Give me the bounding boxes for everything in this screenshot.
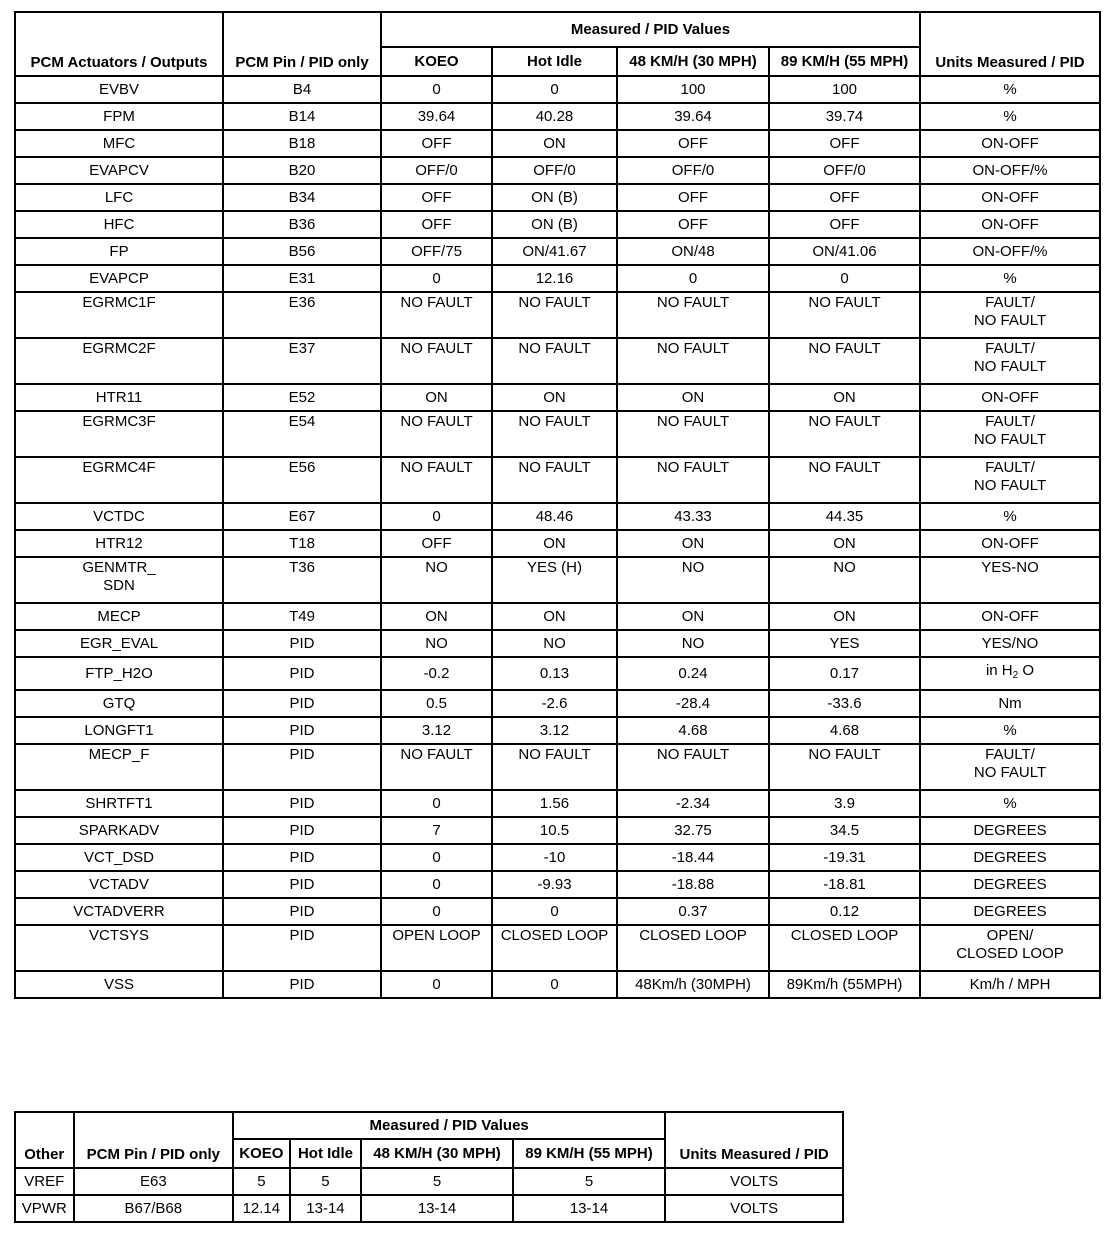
hot-idle-value: 0: [492, 971, 617, 998]
units-line-1: FAULT/: [985, 746, 1035, 763]
speed48-value: NO: [617, 630, 769, 657]
pcm-pin: E63: [74, 1168, 234, 1195]
speed48-value: 4.68: [617, 717, 769, 744]
table-row: [15, 238, 1100, 265]
hot-idle-value: 0: [492, 76, 617, 103]
hot-idle-value: NO: [492, 630, 617, 657]
units-text: in H: [985, 662, 1013, 679]
pcm-pin: T36: [223, 557, 381, 603]
speed48-value: -18.44: [617, 844, 769, 871]
table-row: [15, 292, 1100, 338]
actuator-name: LONGFT1: [15, 717, 223, 744]
koeo-value: OFF: [381, 130, 492, 157]
table-row: [15, 817, 1100, 844]
units-value: ON-OFF: [920, 211, 1100, 238]
pcm-pin: PID: [223, 630, 381, 657]
speed48-value: 5: [361, 1168, 512, 1195]
speed89-value: OFF: [769, 211, 920, 238]
speed48-value: -18.88: [617, 871, 769, 898]
speed89-value: 0: [769, 265, 920, 292]
pcm-pin: PID: [223, 871, 381, 898]
pcm-pin: E54: [223, 411, 381, 457]
units-value: [920, 338, 1100, 384]
units-line-2: NO FAULT: [973, 764, 1047, 781]
units-value: VOLTS: [665, 1168, 843, 1195]
header-units: Units Measured / PID: [665, 1112, 843, 1168]
hot-idle-value: NO FAULT: [492, 338, 617, 384]
actuator-name: EGRMC4F: [15, 457, 223, 503]
units-line-1: FAULT/: [985, 413, 1035, 430]
koeo-value: NO: [381, 557, 492, 603]
other-name: VPWR: [15, 1195, 74, 1222]
units-value: [920, 657, 1100, 690]
speed48-value: 32.75: [617, 817, 769, 844]
table-row: [15, 744, 1100, 790]
header-pcm-actuators: PCM Actuators / Outputs: [15, 12, 223, 76]
hot-idle-value: 0: [492, 898, 617, 925]
speed89-value: ON: [769, 603, 920, 630]
name-line-1: GENMTR_: [82, 559, 156, 576]
table-row: [15, 184, 1100, 211]
pcm-pin: B67/B68: [74, 1195, 234, 1222]
speed89-value: -19.31: [769, 844, 920, 871]
hot-idle-value: 0.13: [492, 657, 617, 690]
table-row: [15, 790, 1100, 817]
hot-idle-value: 10.5: [492, 817, 617, 844]
koeo-value: ON: [381, 384, 492, 411]
units-value: ON-OFF: [920, 130, 1100, 157]
hot-idle-value: -9.93: [492, 871, 617, 898]
units-line-2: NO FAULT: [973, 312, 1047, 329]
speed48-value: OFF: [617, 184, 769, 211]
hot-idle-value: ON (B): [492, 211, 617, 238]
actuator-name: FTP_H2O: [15, 657, 223, 690]
table-row: [15, 1195, 843, 1222]
table-row: [15, 76, 1100, 103]
header-measured-values: Measured / PID Values: [233, 1112, 665, 1139]
speed89-value: 0.17: [769, 657, 920, 690]
units-value: ON-OFF/%: [920, 238, 1100, 265]
speed89-value: NO FAULT: [769, 292, 920, 338]
speed48-value: NO FAULT: [617, 338, 769, 384]
speed48-value: NO FAULT: [617, 457, 769, 503]
table-row: [15, 103, 1100, 130]
units-value: YES/NO: [920, 630, 1100, 657]
other-name: VREF: [15, 1168, 74, 1195]
units-value: DEGREES: [920, 844, 1100, 871]
speed89-value: 0.12: [769, 898, 920, 925]
header-48kmh: 48 KM/H (30 MPH): [617, 47, 769, 76]
units-value: [920, 292, 1100, 338]
units-line-2: NO FAULT: [973, 358, 1047, 375]
units-line-1: OPEN/: [986, 927, 1034, 944]
units-value: DEGREES: [920, 817, 1100, 844]
hot-idle-value: ON: [492, 603, 617, 630]
koeo-value: OFF/0: [381, 157, 492, 184]
units-value: Nm: [920, 690, 1100, 717]
pcm-pin: PID: [223, 971, 381, 998]
table-row: [15, 411, 1100, 457]
hot-idle-value: NO FAULT: [492, 744, 617, 790]
speed89-value: 89Km/h (55MPH): [769, 971, 920, 998]
hot-idle-value: 40.28: [492, 103, 617, 130]
koeo-value: 3.12: [381, 717, 492, 744]
units-line-1: FAULT/: [985, 340, 1035, 357]
units-value: %: [920, 717, 1100, 744]
hot-idle-value: ON: [492, 130, 617, 157]
units-value: [920, 411, 1100, 457]
actuator-name: HTR12: [15, 530, 223, 557]
units-line-1: FAULT/: [985, 294, 1035, 311]
units-value: %: [920, 503, 1100, 530]
speed48-value: NO FAULT: [617, 411, 769, 457]
speed89-value: 5: [513, 1168, 665, 1195]
units-line-2: NO FAULT: [973, 431, 1047, 448]
pcm-pin: B34: [223, 184, 381, 211]
table-row: [15, 971, 1100, 998]
units-value: ON-OFF: [920, 184, 1100, 211]
speed89-value: OFF: [769, 184, 920, 211]
hot-idle-value: 12.16: [492, 265, 617, 292]
table-row: [15, 717, 1100, 744]
speed48-value: NO FAULT: [617, 292, 769, 338]
koeo-value: 7: [381, 817, 492, 844]
pcm-pin: B4: [223, 76, 381, 103]
units-value: Km/h / MPH: [920, 971, 1100, 998]
speed48-value: 43.33: [617, 503, 769, 530]
actuator-name: SHRTFT1: [15, 790, 223, 817]
pcm-pin: PID: [223, 657, 381, 690]
speed89-value: 34.5: [769, 817, 920, 844]
speed89-value: -33.6: [769, 690, 920, 717]
header-89kmh: 89 KM/H (55 MPH): [513, 1139, 665, 1168]
table-row: [15, 530, 1100, 557]
header-other: Other: [15, 1112, 74, 1168]
units-value: %: [920, 790, 1100, 817]
table-row: [15, 557, 1100, 603]
units-value: VOLTS: [665, 1195, 843, 1222]
speed48-value: OFF/0: [617, 157, 769, 184]
speed89-value: 39.74: [769, 103, 920, 130]
speed48-value: 13-14: [361, 1195, 512, 1222]
speed48-value: -28.4: [617, 690, 769, 717]
pcm-pin: PID: [223, 690, 381, 717]
units-value: ON-OFF: [920, 384, 1100, 411]
koeo-value: 0: [381, 265, 492, 292]
units-value: DEGREES: [920, 898, 1100, 925]
speed48-value: 0.37: [617, 898, 769, 925]
koeo-value: OFF: [381, 184, 492, 211]
hot-idle-value: CLOSED LOOP: [492, 925, 617, 971]
actuator-name: VCTADVERR: [15, 898, 223, 925]
pcm-pin: PID: [223, 717, 381, 744]
koeo-value: 0: [381, 871, 492, 898]
speed48-value: ON: [617, 384, 769, 411]
hot-idle-value: ON (B): [492, 184, 617, 211]
speed89-value: ON: [769, 384, 920, 411]
pcm-pin: E52: [223, 384, 381, 411]
hot-idle-value: 13-14: [290, 1195, 362, 1222]
koeo-value: 0: [381, 898, 492, 925]
pcm-pin: E67: [223, 503, 381, 530]
actuator-name: VSS: [15, 971, 223, 998]
header-pcm-pin: PCM Pin / PID only: [74, 1112, 234, 1168]
speed89-value: OFF/0: [769, 157, 920, 184]
header-pcm-pin: PCM Pin / PID only: [223, 12, 381, 76]
koeo-value: 0: [381, 971, 492, 998]
speed89-value: -18.81: [769, 871, 920, 898]
actuator-name: HFC: [15, 211, 223, 238]
koeo-value: OFF/75: [381, 238, 492, 265]
speed48-value: NO FAULT: [617, 744, 769, 790]
speed48-value: CLOSED LOOP: [617, 925, 769, 971]
pcm-pin: B18: [223, 130, 381, 157]
pcm-pin: PID: [223, 898, 381, 925]
table-row: [15, 1168, 843, 1195]
header-hot-idle: Hot Idle: [290, 1139, 362, 1168]
speed48-value: 39.64: [617, 103, 769, 130]
hot-idle-value: 1.56: [492, 790, 617, 817]
units-value: [920, 925, 1100, 971]
speed48-value: 0: [617, 265, 769, 292]
actuator-name: VCTDC: [15, 503, 223, 530]
actuator-name: LFC: [15, 184, 223, 211]
actuator-name: EVAPCV: [15, 157, 223, 184]
actuator-name: EGRMC3F: [15, 411, 223, 457]
actuator-name: MECP: [15, 603, 223, 630]
speed48-value: 0.24: [617, 657, 769, 690]
koeo-value: ON: [381, 603, 492, 630]
pcm-pin: PID: [223, 790, 381, 817]
header-units: Units Measured / PID: [920, 12, 1100, 76]
units-line-2: CLOSED LOOP: [956, 945, 1064, 962]
table-row: [15, 657, 1100, 690]
table-row: [15, 338, 1100, 384]
speed89-value: OFF: [769, 130, 920, 157]
name-line-2: SDN: [103, 577, 135, 594]
koeo-value: 0: [381, 503, 492, 530]
pcm-pin: T49: [223, 603, 381, 630]
pcm-pin: B56: [223, 238, 381, 265]
hot-idle-value: NO FAULT: [492, 411, 617, 457]
units-line-1: FAULT/: [985, 459, 1035, 476]
table-row: [15, 690, 1100, 717]
pcm-pin: B36: [223, 211, 381, 238]
actuator-name: FP: [15, 238, 223, 265]
actuator-name: EGR_EVAL: [15, 630, 223, 657]
speed89-value: NO FAULT: [769, 411, 920, 457]
units-value: %: [920, 103, 1100, 130]
table-row: [15, 844, 1100, 871]
table-row: [15, 384, 1100, 411]
pcm-pin: T18: [223, 530, 381, 557]
actuator-name: EGRMC1F: [15, 292, 223, 338]
speed89-value: ON/41.06: [769, 238, 920, 265]
koeo-value: 0: [381, 790, 492, 817]
speed48-value: -2.34: [617, 790, 769, 817]
units-value: ON-OFF: [920, 530, 1100, 557]
header-measured-values: Measured / PID Values: [381, 12, 920, 47]
pcm-pin: E36: [223, 292, 381, 338]
speed48-value: ON: [617, 603, 769, 630]
table-row: [15, 265, 1100, 292]
speed89-value: ON: [769, 530, 920, 557]
koeo-value: 0: [381, 76, 492, 103]
hot-idle-value: OFF/0: [492, 157, 617, 184]
pcm-pin: PID: [223, 925, 381, 971]
hot-idle-value: ON: [492, 384, 617, 411]
table-row: [15, 603, 1100, 630]
pcm-pin: PID: [223, 817, 381, 844]
hot-idle-value: -10: [492, 844, 617, 871]
hot-idle-value: 5: [290, 1168, 362, 1195]
speed48-value: OFF: [617, 130, 769, 157]
hot-idle-value: 48.46: [492, 503, 617, 530]
speed89-value: YES: [769, 630, 920, 657]
speed89-value: NO FAULT: [769, 457, 920, 503]
koeo-value: NO FAULT: [381, 338, 492, 384]
units-value: YES-NO: [920, 557, 1100, 603]
units-value: DEGREES: [920, 871, 1100, 898]
hot-idle-value: ON: [492, 530, 617, 557]
pcm-pin: PID: [223, 744, 381, 790]
table-row: [15, 898, 1100, 925]
table-row: [15, 457, 1100, 503]
koeo-value: OFF: [381, 530, 492, 557]
koeo-value: OPEN LOOP: [381, 925, 492, 971]
koeo-value: 5: [233, 1168, 290, 1195]
actuator-name: GTQ: [15, 690, 223, 717]
units-value: [920, 457, 1100, 503]
actuator-name: SPARKADV: [15, 817, 223, 844]
hot-idle-value: NO FAULT: [492, 457, 617, 503]
units-value: [920, 744, 1100, 790]
table-row: [15, 925, 1100, 971]
koeo-value: OFF: [381, 211, 492, 238]
actuator-name: VCTSYS: [15, 925, 223, 971]
actuator-name: MECP_F: [15, 744, 223, 790]
pcm-actuators-table: [14, 11, 1101, 999]
table-row: [15, 157, 1100, 184]
actuator-name: [15, 557, 223, 603]
pcm-pin: E56: [223, 457, 381, 503]
speed48-value: NO: [617, 557, 769, 603]
koeo-value: NO FAULT: [381, 292, 492, 338]
table-row: [15, 503, 1100, 530]
units-value: ON-OFF/%: [920, 157, 1100, 184]
pcm-pin: PID: [223, 844, 381, 871]
koeo-value: 39.64: [381, 103, 492, 130]
units-subscript: 2: [1012, 670, 1019, 681]
pcm-pin: B20: [223, 157, 381, 184]
speed89-value: 44.35: [769, 503, 920, 530]
speed89-value: 3.9: [769, 790, 920, 817]
pcm-pin: E31: [223, 265, 381, 292]
header-48kmh: 48 KM/H (30 MPH): [361, 1139, 512, 1168]
actuator-name: VCT_DSD: [15, 844, 223, 871]
header-89kmh: 89 KM/H (55 MPH): [769, 47, 920, 76]
speed89-value: 4.68: [769, 717, 920, 744]
units-text-end: O: [1018, 662, 1035, 679]
koeo-value: 12.14: [233, 1195, 290, 1222]
pcm-pin: B14: [223, 103, 381, 130]
units-value: %: [920, 265, 1100, 292]
speed48-value: 48Km/h (30MPH): [617, 971, 769, 998]
units-value: ON-OFF: [920, 603, 1100, 630]
hot-idle-value: ON/41.67: [492, 238, 617, 265]
hot-idle-value: YES (H): [492, 557, 617, 603]
speed48-value: OFF: [617, 211, 769, 238]
speed89-value: NO: [769, 557, 920, 603]
hot-idle-value: NO FAULT: [492, 292, 617, 338]
actuator-name: MFC: [15, 130, 223, 157]
koeo-value: NO: [381, 630, 492, 657]
koeo-value: -0.2: [381, 657, 492, 690]
header-koeo: KOEO: [233, 1139, 290, 1168]
actuator-name: VCTADV: [15, 871, 223, 898]
header-hot-idle: Hot Idle: [492, 47, 617, 76]
speed89-value: CLOSED LOOP: [769, 925, 920, 971]
header-koeo: KOEO: [381, 47, 492, 76]
koeo-value: NO FAULT: [381, 744, 492, 790]
hot-idle-value: 3.12: [492, 717, 617, 744]
actuator-name: HTR11: [15, 384, 223, 411]
speed89-value: 100: [769, 76, 920, 103]
table-row: [15, 211, 1100, 238]
units-value: %: [920, 76, 1100, 103]
speed89-value: NO FAULT: [769, 744, 920, 790]
table-row: [15, 130, 1100, 157]
table-row: [15, 871, 1100, 898]
actuator-name: EGRMC2F: [15, 338, 223, 384]
speed48-value: ON/48: [617, 238, 769, 265]
koeo-value: 0.5: [381, 690, 492, 717]
pcm-pin: E37: [223, 338, 381, 384]
speed89-value: 13-14: [513, 1195, 665, 1222]
speed48-value: ON: [617, 530, 769, 557]
units-line-2: NO FAULT: [973, 477, 1047, 494]
actuator-name: EVBV: [15, 76, 223, 103]
speed89-value: NO FAULT: [769, 338, 920, 384]
koeo-value: NO FAULT: [381, 457, 492, 503]
koeo-value: NO FAULT: [381, 411, 492, 457]
hot-idle-value: -2.6: [492, 690, 617, 717]
koeo-value: 0: [381, 844, 492, 871]
speed48-value: 100: [617, 76, 769, 103]
actuator-name: FPM: [15, 103, 223, 130]
table-row: [15, 630, 1100, 657]
actuator-name: EVAPCP: [15, 265, 223, 292]
other-values-table: [14, 1111, 844, 1223]
